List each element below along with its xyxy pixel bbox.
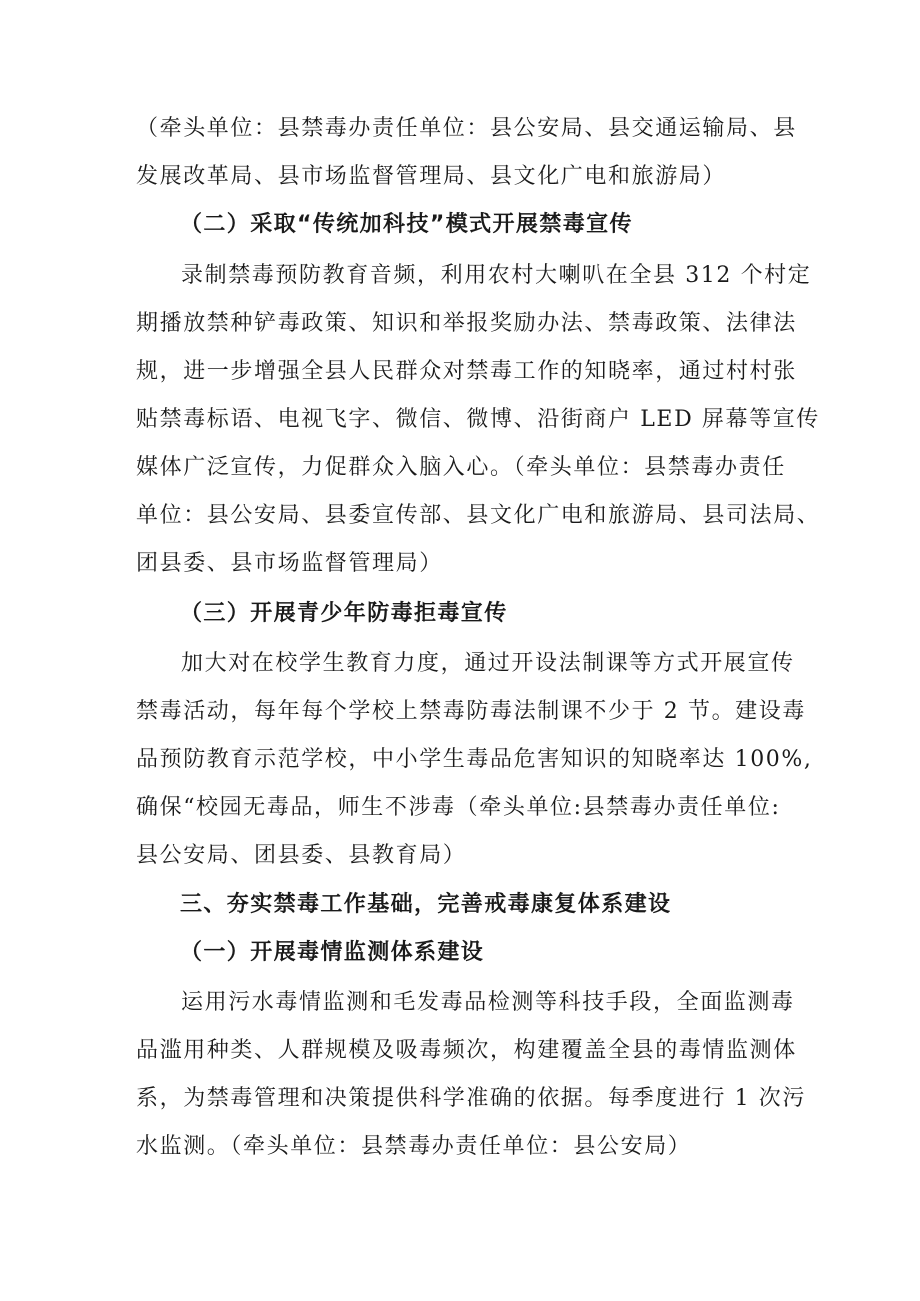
- text-line: 规，进一步增强全县人民群众对禁毒工作的知晓率，通过村村张: [136, 359, 797, 384]
- text-line: 贴禁毒标语、电视飞字、微信、微博、沿街商户 LED 屏幕等宣传: [136, 407, 820, 432]
- text-line: 发展改革局、县市场监督管理局、县文化广电和旅游局）: [136, 164, 727, 189]
- text-line: 确保“校园无毒品，师生不涉毒（牵头单位:县禁毒办责任单位:: [136, 795, 781, 820]
- section-heading: （三）开展青少年防毒拒毒宣传: [180, 601, 508, 626]
- text-line: 系，为禁毒管理和决策提供科学准确的依据。每季度进行 1 次污: [136, 1086, 806, 1111]
- text-line: 品滥用种类、人群规模及吸毒频次，构建覆盖全县的毒情监测体: [136, 1038, 797, 1063]
- text-line: 媒体广泛宣传，力促群众入脑入心。（牵头单位：县禁毒办责任: [136, 455, 786, 480]
- chapter-heading: 三、夯实禁毒工作基础，完善戒毒康复体系建设: [180, 892, 672, 917]
- text-line: 品预防教育示范学校，中小学生毒品危害知识的知晓率达 100%,: [136, 747, 813, 772]
- text-line: 县公安局、团县委、县教育局）: [136, 843, 467, 868]
- text-line: （牵头单位：县禁毒办责任单位：县公安局、县交通运输局、县: [136, 116, 797, 141]
- text-line: 禁毒活动，每年每个学校上禁毒防毒法制课不少于 2 节。建设毒: [136, 699, 806, 724]
- text-line: 运用污水毒情监测和毛发毒品检测等科技手段，全面监测毒: [181, 990, 795, 1015]
- text-line: 加大对在校学生教育力度，通过开设法制课等方式开展宣传: [181, 651, 795, 676]
- section-heading: （一）开展毒情监测体系建设: [180, 940, 485, 965]
- text-line: 单位：县公安局、县委宣传部、县文化广电和旅游局、县司法局、: [136, 503, 821, 528]
- text-line: 水监测。（牵头单位：县禁毒办责任单位：县公安局）: [136, 1134, 692, 1159]
- section-heading: （二）采取“传统加科技”模式开展禁毒宣传: [180, 212, 633, 237]
- text-line: 录制禁毒预防教育音频，利用农村大喇叭在全县 312 个村定: [181, 263, 812, 288]
- text-line: 团县委、县市场监督管理局）: [136, 551, 443, 576]
- text-line: 期播放禁种铲毒政策、知识和举报奖励办法、禁毒政策、法律法: [136, 311, 797, 336]
